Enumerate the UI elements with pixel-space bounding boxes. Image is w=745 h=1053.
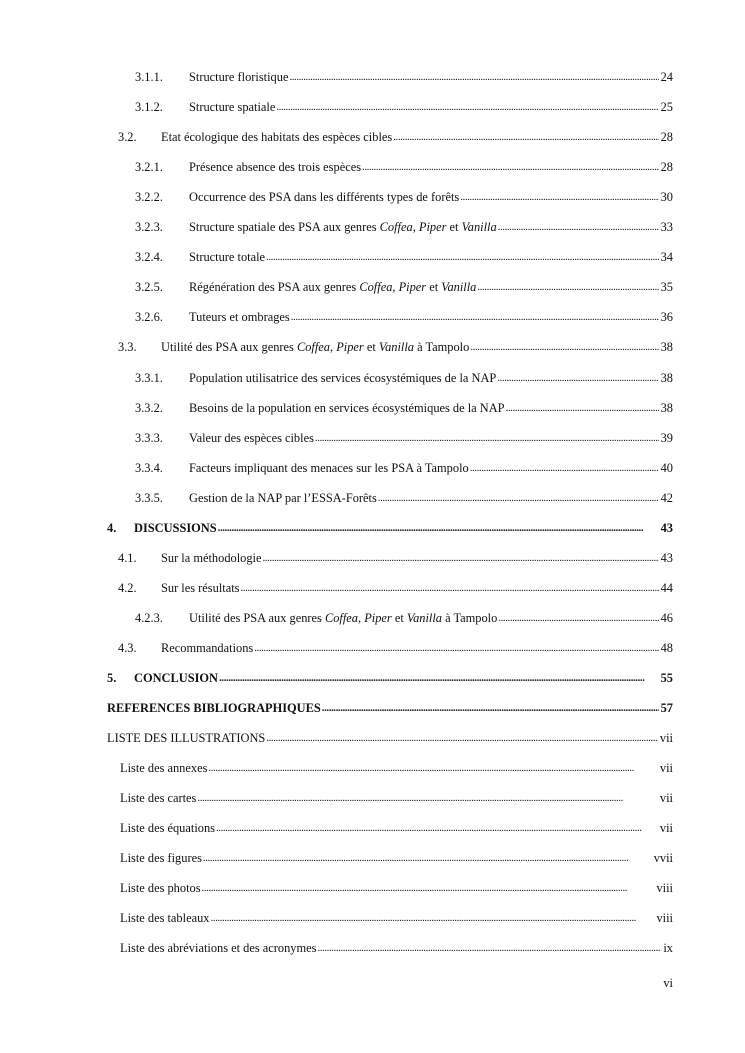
toc-entry[interactable] xyxy=(107,521,673,539)
toc-entry-title-text: Liste des abréviations et des acronymes xyxy=(120,941,317,956)
toc-entry-title-text: et xyxy=(363,340,379,355)
toc-page-number: vii xyxy=(659,731,673,746)
toc-dot-leader xyxy=(460,189,658,203)
toc-entry-title-text: , xyxy=(358,610,365,625)
toc-entry[interactable] xyxy=(135,280,673,298)
toc-entry-title-text: Liste des annexes xyxy=(120,761,208,776)
toc-entry-number: 4.2.3. xyxy=(135,610,163,625)
toc-entry-number: 3.1.2. xyxy=(135,100,163,115)
toc-entry-number: 3.3.5. xyxy=(135,490,163,505)
toc-page-number: 55 xyxy=(660,671,673,685)
toc-entry-number: 4.3. xyxy=(118,640,137,655)
toc-entry[interactable] xyxy=(120,881,673,899)
toc-entry-title-text: à Tampolo xyxy=(441,610,498,625)
toc-page-number: 28 xyxy=(660,130,673,145)
toc-dot-leader xyxy=(362,159,659,173)
toc-entry-title-text: Tuteurs et ombrages xyxy=(189,310,290,325)
toc-entry-title-text: Liste des tableaux xyxy=(120,911,210,926)
toc-dot-leader xyxy=(219,670,659,684)
toc-entry-number: 4. xyxy=(107,520,117,535)
toc-entry[interactable] xyxy=(135,491,673,509)
toc-entry-title xyxy=(189,461,469,476)
toc-entry-number: 3.2.3. xyxy=(135,220,163,235)
toc-entry-title-text: Liste des cartes xyxy=(120,791,197,806)
toc-page-number: 25 xyxy=(660,100,673,115)
toc-entry-title xyxy=(120,881,201,896)
toc-entry-title xyxy=(189,310,290,325)
toc-entry-title-text: à Tampolo xyxy=(413,340,470,355)
toc-entry-title xyxy=(120,851,202,866)
toc-entry-title xyxy=(189,280,476,295)
toc-entry-title xyxy=(120,911,209,926)
toc-entry-title-text: LISTE DES ILLUSTRATIONS xyxy=(107,731,266,746)
toc-page-number: 24 xyxy=(660,70,673,84)
toc-page-number: 30 xyxy=(660,190,673,205)
toc-entry[interactable] xyxy=(135,160,673,178)
toc-entry-title xyxy=(120,821,215,836)
toc-dot-leader xyxy=(240,580,658,594)
toc-dot-leader xyxy=(203,850,652,864)
toc-dot-leader xyxy=(470,339,658,353)
toc-entry-title xyxy=(189,431,314,446)
toc-entry-title-text: REFERENCES BIBLIOGRAPHIQUES xyxy=(107,701,321,716)
toc-entry-title-italic: Vanilla xyxy=(378,340,414,355)
toc-entry-title xyxy=(161,641,253,656)
toc-dot-leader xyxy=(393,129,658,143)
toc-entry-title-text: Structure floristique xyxy=(189,70,289,84)
toc-page-number: ix xyxy=(663,941,673,956)
toc-dot-leader xyxy=(266,730,658,744)
toc-entry-title xyxy=(161,130,392,145)
toc-entry-title-italic: Piper xyxy=(398,280,427,295)
toc-entry-title-italic: Piper xyxy=(364,610,392,625)
toc-entry-number: 4.1. xyxy=(118,550,137,565)
toc-entry-title-italic: Coffea xyxy=(359,280,393,295)
toc-entry-title-text: Sur les résultats xyxy=(161,580,240,595)
toc-entry-title-text: Structure totale xyxy=(189,250,266,265)
toc-page-number: 43 xyxy=(660,550,673,565)
toc-entry-title-italic: Piper xyxy=(336,340,364,355)
toc-dot-leader xyxy=(218,520,659,534)
toc-entry-title-text: Liste des figures xyxy=(120,851,202,866)
toc-dot-leader xyxy=(202,880,655,894)
toc-entry-title-text: , xyxy=(392,280,399,295)
toc-page-number: 38 xyxy=(660,400,673,415)
toc-entry[interactable] xyxy=(107,701,673,719)
toc-entry-title xyxy=(189,491,377,506)
toc-entry[interactable] xyxy=(120,821,673,839)
toc-entry-title xyxy=(189,371,496,386)
toc-page-number: viii xyxy=(656,881,673,896)
toc-entry[interactable] xyxy=(120,911,673,929)
toc-entry-title-italic: Vanilla xyxy=(441,280,477,295)
toc-dot-leader xyxy=(266,249,659,263)
toc-dot-leader xyxy=(263,550,659,564)
toc-entry[interactable] xyxy=(135,250,673,268)
toc-page-number: 48 xyxy=(660,640,673,655)
toc-entry-title-italic: Vanilla xyxy=(406,610,442,625)
toc-entry-title-text: Utilité des PSA aux genres xyxy=(161,340,297,355)
toc-entry[interactable] xyxy=(118,641,673,659)
toc-entry-title-italic: Coffea xyxy=(379,220,413,235)
toc-entry-title xyxy=(107,701,321,716)
toc-dot-leader xyxy=(210,910,654,924)
toc-entry[interactable] xyxy=(120,941,673,959)
toc-entry-number: 3.2.5. xyxy=(135,280,163,295)
toc-entry[interactable] xyxy=(135,431,673,449)
toc-entry[interactable] xyxy=(120,791,673,809)
toc-dot-leader xyxy=(498,610,658,624)
toc-entry-title-text: Besoins de la population en services écosystémiques de la NAP xyxy=(189,400,505,415)
toc-entry-number: 3.2.1. xyxy=(135,160,163,175)
toc-entry-title-text: Liste des équations xyxy=(120,821,215,836)
toc-entry[interactable] xyxy=(135,190,673,208)
toc-entry-number: 5. xyxy=(107,671,117,685)
toc-entry-title-text: Liste des photos xyxy=(120,881,201,896)
toc-entry-number: 3.3.3. xyxy=(135,430,163,445)
toc-dot-leader xyxy=(276,99,658,113)
toc-dot-leader xyxy=(378,490,659,504)
toc-page-number: viii xyxy=(656,911,673,926)
toc-entry-title-text: Population utilisatrice des services écosystémiques de la NAP xyxy=(189,370,497,385)
toc-dot-leader xyxy=(506,400,659,414)
toc-entry-title-italic: Coffea xyxy=(296,340,330,355)
toc-entry-title-italic: Piper xyxy=(418,220,447,235)
toc-entry-number: 3.2.6. xyxy=(135,310,163,325)
toc-entry-number: 3.3. xyxy=(118,340,137,355)
toc-entry[interactable] xyxy=(118,130,673,148)
toc-entry-title xyxy=(120,761,207,776)
toc-page-number: 44 xyxy=(660,580,673,595)
toc-entry-title-text: Utilité des PSA aux genres xyxy=(189,610,325,625)
toc-entry[interactable] xyxy=(120,851,673,869)
page-number: vi xyxy=(663,976,673,990)
toc-entry[interactable] xyxy=(118,340,673,358)
toc-entry[interactable] xyxy=(135,100,673,118)
toc-dot-leader xyxy=(322,700,659,714)
toc-page-number: 28 xyxy=(660,160,673,175)
toc-dot-leader xyxy=(216,820,658,834)
toc-dot-leader xyxy=(291,309,659,323)
toc-page-number: 46 xyxy=(660,610,673,625)
toc-entry[interactable] xyxy=(118,551,673,569)
toc-entry[interactable] xyxy=(120,761,673,779)
toc-entry-number: 3.2. xyxy=(118,130,137,145)
toc-entry-title-text: Valeur des espèces cibles xyxy=(189,430,314,445)
toc-entry-title-text: Régénération des PSA aux genres xyxy=(189,280,360,295)
toc-entry[interactable] xyxy=(135,220,673,238)
toc-page-number: 33 xyxy=(660,220,673,235)
toc-page-number: vii xyxy=(659,791,673,806)
toc-entry-number: 3.2.2. xyxy=(135,190,163,205)
toc-entry-title-text: Facteurs impliquant des menaces sur les PSA à Tampolo xyxy=(189,460,469,475)
toc-entry-title-italic: Coffea xyxy=(324,610,358,625)
toc-entry-title-text: , xyxy=(412,220,419,235)
toc-entry-number: 4.2. xyxy=(118,580,137,595)
toc-entry[interactable] xyxy=(135,461,673,479)
toc-entry-title xyxy=(189,100,275,115)
toc-entry-number: 3.2.4. xyxy=(135,250,163,265)
toc-page-number: 35 xyxy=(660,280,673,295)
toc-entry-title-text: et xyxy=(426,280,442,295)
toc-entry-title xyxy=(189,220,497,235)
toc-page-number: vii xyxy=(659,761,673,776)
toc-dot-leader xyxy=(289,69,658,83)
toc-entry-title-text: Présence absence des trois espèces xyxy=(189,160,362,175)
toc-entry-title-italic: Vanilla xyxy=(461,220,497,235)
toc-page-number: 57 xyxy=(660,701,673,716)
toc-page-number: 34 xyxy=(660,250,673,265)
toc-entry-title-text: Structure spatiale des PSA aux genres xyxy=(189,220,380,235)
toc-dot-leader xyxy=(498,219,659,233)
toc-entry-number: 3.3.2. xyxy=(135,400,163,415)
toc-page-number: 39 xyxy=(660,430,673,445)
toc-entry[interactable] xyxy=(135,70,673,88)
toc-dot-leader xyxy=(254,640,658,654)
toc-page-number: vii xyxy=(659,821,673,836)
toc-dot-leader xyxy=(317,940,661,954)
toc-entry[interactable] xyxy=(135,310,673,328)
toc-dot-leader xyxy=(497,370,658,384)
toc-entry-title xyxy=(189,160,361,175)
toc-entry-title xyxy=(134,521,217,536)
toc-entry-title xyxy=(189,611,497,626)
toc-dot-leader xyxy=(315,430,659,444)
toc-entry[interactable] xyxy=(118,581,673,599)
toc-entry-title xyxy=(134,671,218,686)
toc-entry-title-text: Etat écologique des habitats des espèces cibles xyxy=(161,130,393,145)
toc-entry-title-text: DISCUSSIONS xyxy=(134,520,217,535)
toc-entry[interactable] xyxy=(107,731,673,749)
toc-entry-title xyxy=(189,70,288,85)
toc-page-number: 36 xyxy=(660,310,673,325)
toc-entry-title-text: Gestion de la NAP par l’ESSA-Forêts xyxy=(189,490,377,505)
toc-entry-number: 3.3.1. xyxy=(135,370,163,385)
toc-dot-leader xyxy=(197,790,658,804)
toc-page-number: 43 xyxy=(660,520,673,535)
toc-entry-title xyxy=(120,791,196,806)
toc-page-number: 38 xyxy=(660,340,673,355)
toc-entry-title xyxy=(161,340,469,355)
toc-entry[interactable] xyxy=(107,671,673,689)
toc-entry-title xyxy=(107,731,265,746)
toc-entry-title xyxy=(189,401,505,416)
toc-entry-title xyxy=(189,190,459,205)
toc-entry-number: 3.1.1. xyxy=(135,70,163,84)
toc-entry-title xyxy=(161,551,262,566)
toc-entry-title-text: et xyxy=(446,220,462,235)
toc-entry-title-text: Recommandations xyxy=(161,640,254,655)
toc-entry-title-text: Occurrence des PSA dans les différents types de forêts xyxy=(189,190,460,205)
toc-entry-number: 3.3.4. xyxy=(135,460,163,475)
toc-entry-title-text: CONCLUSION xyxy=(134,671,218,685)
toc-entry[interactable] xyxy=(135,611,673,629)
toc-dot-leader xyxy=(470,460,659,474)
toc-entry-title-text: et xyxy=(391,610,407,625)
toc-entry-title-text: Sur la méthodologie xyxy=(161,550,262,565)
toc-page-number: 42 xyxy=(660,490,673,505)
toc-entry-title xyxy=(189,250,265,265)
toc-entry-title-text: Structure spatiale xyxy=(189,100,276,115)
toc-page-number: 40 xyxy=(660,460,673,475)
toc-page-number: 38 xyxy=(660,370,673,385)
toc-entry[interactable] xyxy=(135,401,673,419)
toc-page-number: vvii xyxy=(653,851,673,866)
toc-entry[interactable] xyxy=(135,371,673,389)
toc-dot-leader xyxy=(477,279,658,293)
toc-entry-title xyxy=(120,941,316,956)
toc-entry-title xyxy=(161,581,239,596)
toc-dot-leader xyxy=(208,760,658,774)
toc-entry-title-text: , xyxy=(330,340,337,355)
